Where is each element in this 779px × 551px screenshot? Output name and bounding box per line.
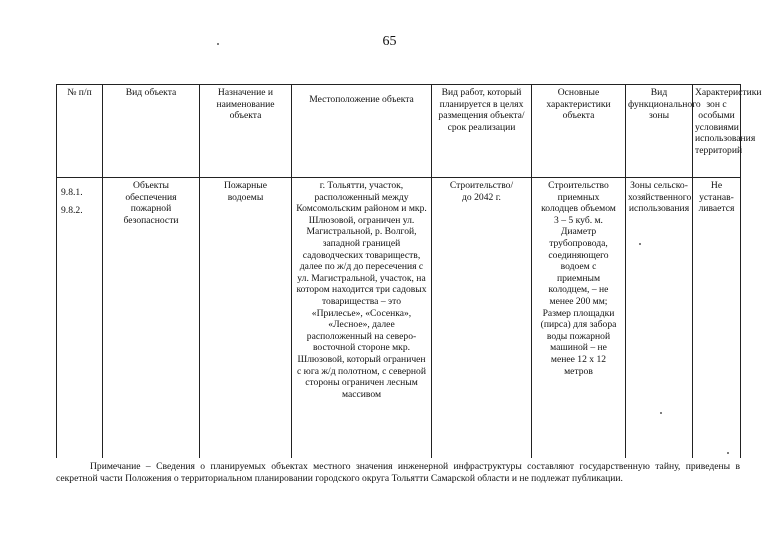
cell-functional-zone: Зоны сельско-хозяйственного использования [626, 178, 693, 459]
scan-speck [639, 243, 641, 245]
header-characteristics: Основные характеристики объекта [532, 85, 626, 178]
header-object-type: Вид объекта [103, 85, 200, 178]
cell-object-type: Объекты обеспечения пожарной безопасности [103, 178, 200, 459]
footnote: Примечание – Сведения о планируемых объектах местного значения инженерной инфраструктуры составляют государственную тайну, приведены в секретной части Положения о территориальном планировании городского округа Тольятти Самарской области и не подлежат публикации. [56, 461, 740, 484]
cell-work-type: Строительство/ до 2042 г. [432, 178, 532, 459]
page-number: 65 [382, 34, 397, 49]
header-work-type: Вид работ, который планируется в целях размещения объекта/срок реализации [432, 85, 532, 178]
cell-location: г. Тольятти, участок, расположенный между Комсомольским районом и мкр. Шлюзовой, ограничен ул. Магистральной, р. Волгой, западной границей садоводческих товариществ, далее по ж/д до пересечения с ул. Магистральной, участок, на котором находится три садовых товарищества – это «Прилесье», «Сосенка», «Лесное», далее расположенный на северо-восточной стороне мкр. Шлюзовой, который ограничен с юга ж/д полотном, с северной стороны ограничен лесным массивом [292, 178, 432, 459]
scan-speck [217, 43, 219, 45]
header-location: Местоположение объекта [292, 85, 432, 178]
scan-speck [727, 452, 729, 454]
header-functional-zone: Вид функционального зоны [626, 85, 693, 178]
cell-purpose: Пожарные водоемы [200, 178, 292, 459]
planned-objects-table [56, 84, 762, 458]
row-number: 9.8.1. [61, 187, 83, 198]
header-special-zones: Характеристики зон с особыми условиями использования территорий [693, 85, 741, 178]
table-header-row [57, 85, 741, 178]
header-purpose: Назначение и наименование объекта [200, 85, 292, 178]
cell-special-zones: Не устанав-ливается [693, 178, 741, 459]
table-row [57, 178, 741, 459]
header-number: № п/п [57, 85, 103, 178]
scan-speck [660, 412, 662, 414]
cell-characteristics: Строительство приемных колодцев объемом 3 – 5 куб. м. Диаметр трубопровода, соединяющего водоем с приемным колодцем, – не менее 200 мм; Размер площадки (пирса) для забора воды пожарной машиной – не менее 12 х 12 метров [532, 178, 626, 459]
cell-numbers [57, 178, 103, 459]
row-number: 9.8.2. [61, 205, 83, 216]
